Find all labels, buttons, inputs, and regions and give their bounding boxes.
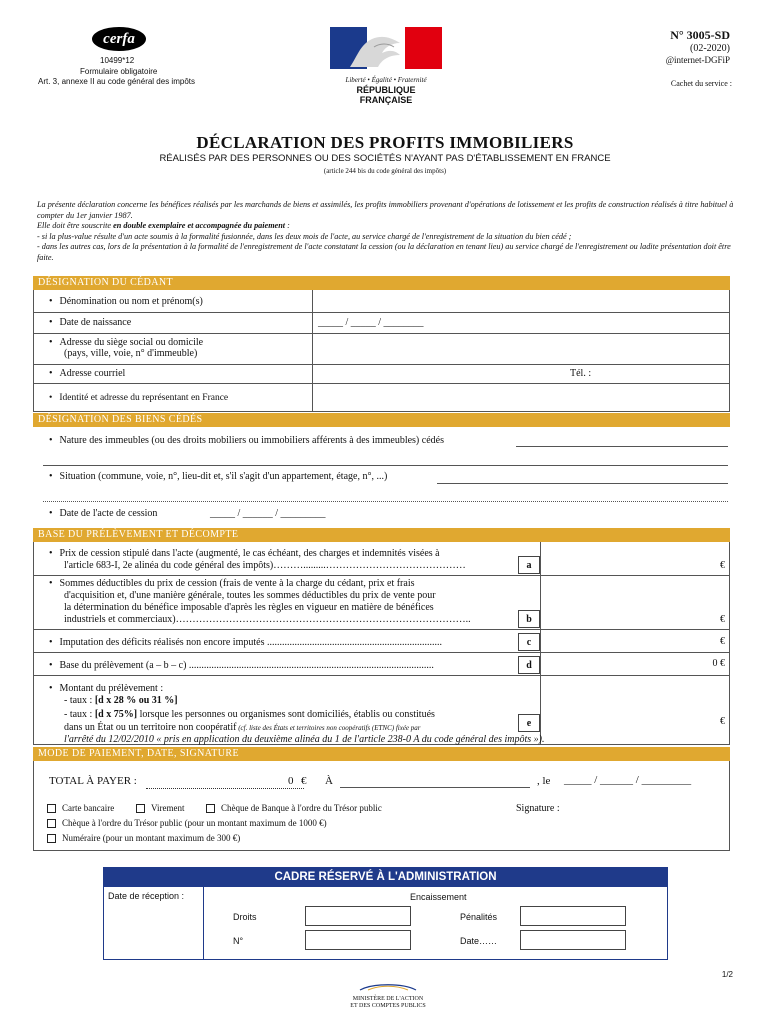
internet-label: @internet-DGFiP xyxy=(665,55,730,65)
cerfa-number: 10499*12 xyxy=(100,56,135,65)
intro-p2-post: : xyxy=(285,221,290,230)
line-d-text: • Base du prélèvement (a – b – c) .................................................................................................. xyxy=(49,660,511,671)
amount-e[interactable]: € xyxy=(720,716,725,727)
e4-note: (cf. liste des États et territoires non coopératifs (ETNC) fixée par xyxy=(236,724,421,732)
amount-a[interactable]: € xyxy=(720,560,725,571)
adresse-input[interactable] xyxy=(313,334,729,364)
adresse-label: • Adresse du siège social ou domicile xyxy=(49,337,203,348)
cheque-banque-label: Chèque de Banque à l'ordre du Trésor public xyxy=(221,803,382,813)
band-cedant: DÉSIGNATION DU CÉDANT xyxy=(33,276,730,290)
amount-d[interactable]: 0 € xyxy=(712,658,725,669)
penalites-input[interactable] xyxy=(520,906,626,926)
checkbox-icon xyxy=(47,819,56,828)
page-title: DÉCLARATION DES PROFITS IMMOBILIERS xyxy=(196,133,574,152)
checkbox-carte[interactable] xyxy=(47,803,114,813)
line-e-text2 xyxy=(64,695,178,706)
naissance-input[interactable]: _____ / _____ / ________ xyxy=(318,317,424,328)
checkbox-virement[interactable] xyxy=(136,803,184,813)
date-admin-label: Date…… xyxy=(460,936,498,946)
situation-input[interactable] xyxy=(437,483,728,484)
nature-input[interactable] xyxy=(516,446,728,447)
line-b-text4: industriels et commerciaux)…………………………………………………………………………….. xyxy=(64,614,471,625)
checkbox-numeraire[interactable] xyxy=(47,833,240,843)
line-e-text5: l'arrêté du 12/02/2010 « pris en application du deuxième alinéa du 1 de l'article 238-0 A du code général des impôts »). xyxy=(64,734,545,745)
le-label: , le xyxy=(537,775,551,787)
e3-bold: [d x 75%] xyxy=(94,709,138,720)
cerfa-logo-text: cerfa xyxy=(103,31,135,47)
droits-input[interactable] xyxy=(305,906,411,926)
checkbox-cheque-banque[interactable] xyxy=(206,803,382,813)
line-e-text1: • Montant du prélèvement : xyxy=(49,683,163,694)
representant-label: • Identité et adresse du représentant en France xyxy=(49,393,228,403)
marianne-icon xyxy=(330,27,442,69)
e2-pre: - taux : xyxy=(64,695,95,706)
article-reference: Art. 3, annexe II au code général des impôts xyxy=(38,77,195,86)
line-e-text3 xyxy=(64,709,435,720)
intro-p1: La présente déclaration concerne les bénéfices réalisés par les marchands de biens et assimilés, les profits immobiliers provenant d'opérations de lotissement et les profits de construction réalisés à titre habituel à compter du 1er janvier 1987. xyxy=(37,200,734,220)
situation-label: • Situation (commune, voie, n°, lieu-dit et, s'il s'agit d'un appartement, étage, n°, ...) xyxy=(49,471,387,482)
total-label: TOTAL À PAYER : xyxy=(49,775,137,787)
intro-li1: - si la plus-value résulte d'un acte soumis à la formalité fusionnée, dans les deux mois de l'acte, au service chargé de l'enregistrement de la situation du bien cédé ; xyxy=(37,231,572,241)
intro-li2: - dans les autres cas, lors de la présentation à la formalité de l'enregistrement de l'acte constatant la cession (ou la déclaration en tenant lieu) au service chargé de l'enregistrement ou ladite présentation doit être faite. xyxy=(37,242,731,262)
total-euro: € xyxy=(301,775,307,787)
intro-p2-bold: en double exemplaire et accompagnée du paiement xyxy=(113,221,286,230)
numero-input[interactable] xyxy=(305,930,411,950)
intro-p2-pre: Elle doit être souscrite xyxy=(37,221,114,230)
numeraire-label: Numéraire (pour un montant maximum de 300 €) xyxy=(62,833,241,843)
nature-label: • Nature des immeubles (ou des droits mobiliers ou immobiliers afférents à des immeubles) cédés xyxy=(49,435,444,446)
line-e-text4 xyxy=(64,722,421,733)
line-b-text3: la détermination du bénéfice imposable d'après les règles en vigueur en matière de bénéfices xyxy=(64,602,434,613)
date-admin-input[interactable] xyxy=(520,930,626,950)
amount-b[interactable]: € xyxy=(720,614,725,625)
checkbox-icon xyxy=(47,834,56,843)
denomination-label: • Dénomination ou nom et prénom(s) xyxy=(49,296,203,307)
ministere-line1: MINISTÈRE DE L'ACTION xyxy=(352,996,424,1002)
signature-label: Signature : xyxy=(516,803,560,814)
e3-post: lorsque les personnes ou organismes sont domiciliés, établis ou constitués xyxy=(137,709,435,720)
form-date: (02-2020) xyxy=(690,43,730,54)
e4-main: dans un État ou un territoire non coopératif xyxy=(64,722,237,733)
amount-c[interactable]: € xyxy=(720,636,725,647)
ministere-line2: ET DES COMPTES PUBLICS xyxy=(350,1003,426,1009)
intro-text xyxy=(37,200,735,263)
numero-label: N° xyxy=(233,936,244,946)
date-paiement-input[interactable]: _____ / ______ / _________ xyxy=(564,774,692,786)
lieu-input[interactable] xyxy=(340,787,530,788)
total-value[interactable]: 0 xyxy=(288,775,294,787)
cerfa-logo xyxy=(92,27,146,51)
reception-label: Date de réception : xyxy=(108,891,185,901)
representant-input[interactable] xyxy=(313,384,729,412)
republique-label: RÉPUBLIQUE FRANÇAISE xyxy=(356,85,416,105)
penalites-label: Pénalités xyxy=(460,912,498,922)
band-base: BASE DU PRÉLÈVEMENT ET DÉCOMPTE xyxy=(33,528,730,542)
cheque-ordre-label: Chèque à l'ordre du Trésor public (pour un montant maximum de 1000 €) xyxy=(62,818,327,828)
line-b-text2: d'acquisition et, d'une manière générale, toutes les sommes déductibles du prix de vente pour xyxy=(64,590,436,601)
date-cession-label: • Date de l'acte de cession xyxy=(49,508,157,519)
checkbox-icon xyxy=(47,804,56,813)
tel-label: Tél. : xyxy=(570,368,592,379)
date-cession-input[interactable]: _____ / ______ / _________ xyxy=(210,508,326,519)
letter-d: d xyxy=(518,656,540,674)
marianne-motto: Liberté • Égalité • Fraternité xyxy=(345,76,427,84)
line-a-text2: l'article 683-I, 2e alinéa du code général des impôts)……….........…………………………………… xyxy=(64,560,466,571)
lieu-label: À xyxy=(325,775,333,787)
band-paiement: MODE DE PAIEMENT, DATE, SIGNATURE xyxy=(33,747,730,761)
band-biens: DÉSIGNATION DES BIENS CÉDÉS xyxy=(33,413,730,427)
checkbox-cheque-ordre[interactable] xyxy=(47,818,327,828)
letter-c: c xyxy=(518,633,540,651)
page-subtitle: RÉALISÉS PAR DES PERSONNES OU DES SOCIÉTÉS N'AYANT PAS D'ÉTABLISSEMENT EN FRANCE xyxy=(159,153,611,164)
letter-b: b xyxy=(518,610,540,628)
encaissement-label: Encaissement xyxy=(410,892,467,902)
courriel-input[interactable] xyxy=(313,365,563,383)
ministere-logo xyxy=(335,978,441,1010)
title-reference: (article 244 bis du code général des impôts) xyxy=(323,167,447,175)
line-c-text: • Imputation des déficits réalisés non encore imputés ...................................................................... xyxy=(49,637,511,648)
admin-title: CADRE RÉSERVÉ À L'ADMINISTRATION xyxy=(103,867,668,887)
cachet-label: Cachet du service : xyxy=(670,79,732,88)
courriel-label: • Adresse courriel xyxy=(49,368,125,379)
mandatory-label: Formulaire obligatoire xyxy=(80,67,158,76)
ministere-icon xyxy=(358,981,418,991)
line-a-text1: • Prix de cession stipulé dans l'acte (augmenté, le cas échéant, des charges et indemnités visées à xyxy=(49,548,519,559)
letter-a: a xyxy=(518,556,540,574)
checkbox-icon xyxy=(206,804,215,813)
e2-bold: [d x 28 % ou 31 %] xyxy=(94,695,178,706)
line-b-text1: • Sommes déductibles du prix de cession (frais de vente à la charge du cédant, prix et frais xyxy=(49,578,519,589)
adresse-sub-label: (pays, ville, voie, n° d'immeuble) xyxy=(64,348,198,359)
marianne-logo xyxy=(330,27,442,105)
e3-pre: - taux : xyxy=(64,709,95,720)
carte-label: Carte bancaire xyxy=(62,803,115,813)
droits-label: Droits xyxy=(233,912,257,922)
checkbox-icon xyxy=(136,804,145,813)
letter-e: e xyxy=(518,714,540,732)
naissance-label: • Date de naissance xyxy=(49,317,131,328)
denomination-input[interactable] xyxy=(313,291,729,312)
intro-p2 xyxy=(37,221,735,232)
page-number: 1/2 xyxy=(721,970,733,979)
form-number: N° 3005-SD xyxy=(670,28,730,42)
virement-label: Virement xyxy=(151,803,185,813)
